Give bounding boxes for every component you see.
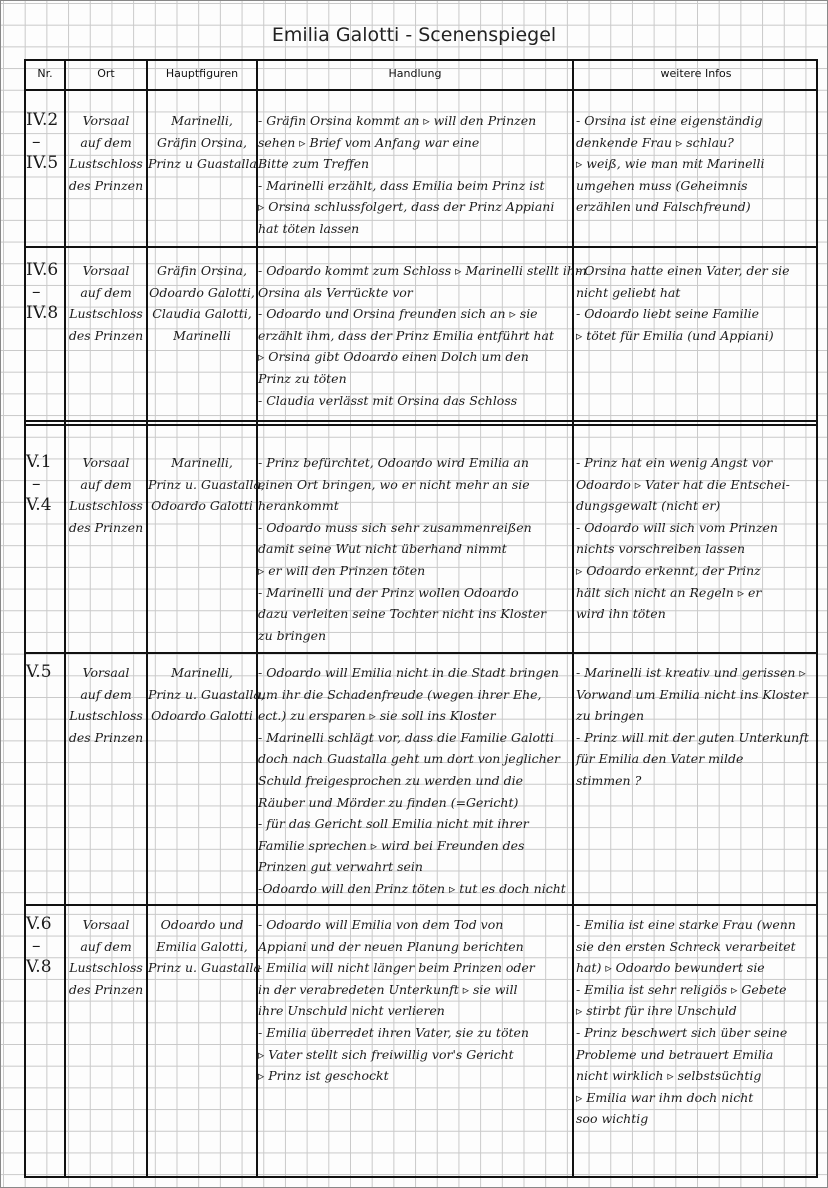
plot-line: einen Ort bringen, wo er nicht mehr an sie — [258, 476, 530, 492]
header-hauptfiguren: Hauptfiguren — [165, 67, 239, 80]
location-cell — [66, 914, 146, 1000]
info-line: Vorwand um Emilia nicht ins Kloster — [576, 686, 809, 702]
location-line: Lustschloss — [69, 708, 143, 724]
plot-cell — [258, 914, 572, 1087]
plot-line: Prinzen gut verwahrt sein — [258, 859, 423, 875]
info-line: Probleme und betrauert Emilia — [576, 1046, 774, 1062]
character-line: Gräfin Orsina, — [157, 134, 247, 150]
row-separator — [24, 904, 818, 906]
header-handlung: Handlung — [388, 67, 442, 80]
plot-line: ▹ er will den Prinzen töten — [258, 562, 426, 578]
location-cell — [66, 260, 146, 346]
table-border-right — [816, 59, 818, 1178]
info-line: für Emilia den Vater milde — [576, 751, 744, 767]
header-nr: Nr. — [37, 67, 53, 80]
location-line: des Prinzen — [68, 177, 144, 193]
character-line: Gräfin Orsina, — [157, 263, 247, 278]
row-separator — [24, 246, 818, 248]
character-line: Prinz u. Guastalla — [148, 960, 261, 976]
info-cell — [576, 452, 816, 625]
scene-end: V.8 — [26, 957, 52, 978]
plot-line: - Odoardo will Emilia nicht in die Stadt bringen — [258, 665, 559, 680]
info-line: - Emilia ist sehr religiös ▹ Gebete — [576, 981, 787, 997]
location-line: auf dem — [80, 938, 132, 954]
scene-end: V.4 — [26, 495, 52, 516]
plot-line: erzählt ihm, dass der Prinz Emilia entführt hat — [258, 327, 554, 343]
scene-start: IV.2 — [26, 110, 59, 130]
location-cell — [66, 662, 146, 748]
info-line: nichts vorschreiben lassen — [576, 541, 746, 557]
column-divider-ort — [146, 59, 148, 1178]
plot-cell — [258, 110, 572, 240]
location-line: auf dem — [80, 476, 132, 492]
character-line: Prinz u Guastalla — [148, 156, 257, 172]
character-line: Marinelli, — [171, 113, 233, 128]
character-line: Emilia Galotti, — [156, 938, 248, 954]
scene-range-dash: – — [32, 473, 41, 494]
scene-start: V.6 — [26, 914, 52, 934]
character-line: Odoardo Galotti — [151, 708, 253, 724]
scene-start: V.1 — [26, 452, 52, 472]
info-line: wird ihn töten — [576, 606, 666, 622]
info-line: sie den ersten Schreck verarbeitet — [576, 938, 796, 954]
plot-line: herankommt — [258, 498, 339, 514]
characters-cell — [148, 260, 256, 346]
info-line: - Orsina hatte einen Vater, der sie — [576, 263, 790, 278]
info-line: - Prinz beschwert sich über seine — [576, 1024, 788, 1040]
plot-line: - Emilia will nicht länger beim Prinzen oder — [258, 960, 535, 976]
location-cell — [66, 110, 146, 196]
location-line: auf dem — [80, 134, 132, 150]
info-cell — [576, 110, 816, 218]
location-line: Vorsaal — [82, 455, 130, 470]
location-line: Vorsaal — [82, 113, 130, 128]
scene-start: IV.6 — [26, 260, 59, 280]
scene-range-dash: – — [32, 935, 41, 956]
character-line: Prinz u. Guastalla, — [148, 476, 265, 492]
info-line: stimmen ? — [576, 772, 642, 788]
plot-line: Bitte zum Treffen — [258, 156, 370, 172]
character-line: Prinz u. Guastalla, — [148, 686, 265, 702]
table-border-bottom — [24, 1176, 818, 1178]
row-separator — [24, 652, 818, 654]
location-line: auf dem — [80, 686, 132, 702]
plot-line: - Marinelli erzählt, dass Emilia beim Prinz ist — [258, 177, 545, 193]
location-line: Vorsaal — [82, 917, 130, 932]
info-line: - Marinelli ist kreativ und gerissen ▹ — [576, 665, 806, 680]
location-line: des Prinzen — [68, 981, 144, 997]
plot-line: doch nach Guastalla geht um dort von jeglicher — [258, 751, 561, 767]
info-line: - Odoardo liebt seine Familie — [576, 306, 760, 322]
info-line: - Prinz will mit der guten Unterkunft — [576, 729, 809, 745]
info-cell — [576, 260, 816, 346]
info-line: umgehen muss (Geheimnis — [576, 177, 748, 193]
character-line: Marinelli, — [171, 455, 233, 470]
plot-line: - Odoardo und Orsina freunden sich an ▹ sie — [258, 306, 538, 322]
info-line: nicht geliebt hat — [576, 284, 681, 300]
plot-line: - Prinz befürchtet, Odoardo wird Emilia an — [258, 455, 529, 470]
page-title: Emilia Galotti - Scenenspiegel — [271, 24, 557, 46]
plot-line: Prinz zu töten — [258, 370, 347, 386]
location-line: Lustschloss — [69, 306, 143, 322]
header-weitere-infos: weitere Infos — [660, 67, 732, 80]
plot-line: - Gräfin Orsina kommt an ▹ will den Prinzen — [258, 113, 537, 128]
plot-line: Appiani und der neuen Planung berichten — [258, 938, 524, 954]
plot-line: ▹ Prinz ist geschockt — [258, 1068, 389, 1084]
plot-line: damit seine Wut nicht überhand nimmt — [258, 541, 507, 557]
characters-cell — [148, 110, 256, 175]
plot-line: Orsina als Verrückte vor — [258, 284, 413, 300]
info-cell — [576, 914, 816, 1130]
characters-cell — [148, 662, 265, 727]
column-divider-nr — [64, 59, 66, 1178]
scene-number — [26, 452, 64, 517]
location-cell — [66, 452, 146, 538]
plot-cell — [258, 260, 587, 411]
info-line: erzählen und Falschfreund) — [576, 199, 751, 215]
plot-line: Schuld freigesprochen zu werden und die — [258, 772, 524, 788]
info-line: nicht wirklich ▹ selbstsüchtig — [576, 1068, 762, 1084]
scene-number — [26, 260, 64, 325]
info-line: ▹ tötet für Emilia (und Appiani) — [576, 327, 774, 343]
info-line: ▹ Odoardo erkennt, der Prinz — [576, 562, 761, 578]
location-line: Vorsaal — [82, 263, 130, 278]
plot-line: um ihr die Schadenfreude (wegen ihrer Ehe, — [258, 686, 542, 702]
scene-end — [26, 705, 64, 727]
info-line: - Emilia ist eine starke Frau (wenn — [576, 917, 796, 932]
plot-line: Familie sprechen ▹ wird bei Freunden des — [258, 837, 525, 853]
characters-cell — [148, 914, 261, 979]
plot-line: ect.) zu ersparen ▹ sie soll ins Kloster — [258, 708, 496, 724]
scene-number — [26, 914, 64, 979]
plot-line: in der verabredeten Unterkunft ▹ sie will — [258, 981, 518, 997]
scene-start: V.5 — [26, 662, 52, 682]
table-border-left — [24, 59, 26, 1178]
info-line: ▹ weiß, wie man mit Marinelli — [576, 156, 765, 172]
info-line: hält sich nicht an Regeln ▹ er — [576, 584, 762, 600]
scene-range-dash: – — [32, 281, 41, 302]
header-separator — [24, 89, 818, 91]
header-ort: Ort — [97, 67, 115, 80]
plot-line: - Odoardo kommt zum Schloss ▹ Marinelli stellt ihm — [258, 263, 587, 278]
location-line: Lustschloss — [69, 960, 143, 976]
scene-number — [26, 662, 64, 727]
table-border-top — [24, 59, 818, 61]
info-line: zu bringen — [576, 708, 645, 724]
info-line: - Odoardo will sich vom Prinzen — [576, 519, 778, 535]
scene-range-dash — [26, 684, 64, 706]
plot-cell — [258, 452, 572, 646]
plot-line: hat töten lassen — [258, 220, 360, 236]
plot-line: ▹ Orsina gibt Odoardo einen Dolch um den — [258, 349, 529, 365]
scene-number — [26, 110, 64, 175]
scene-end: IV.8 — [26, 303, 59, 324]
location-line: Lustschloss — [69, 498, 143, 514]
info-line: - Orsina ist eine eigenständig — [576, 113, 763, 128]
plot-line: -Odoardo will den Prinz töten ▹ tut es doch nicht — [258, 880, 566, 896]
character-line: Marinelli, — [171, 665, 233, 680]
plot-line: ▹ Vater stellt sich freiwillig vor's Gericht — [258, 1046, 514, 1062]
character-line: Claudia Galotti, — [152, 306, 252, 322]
plot-line: Räuber und Mörder zu finden (=Gericht) — [258, 794, 519, 810]
character-line: Odoardo Galotti — [151, 498, 253, 514]
character-line: Marinelli — [173, 327, 231, 343]
plot-line: sehen ▹ Brief vom Anfang war eine — [258, 134, 480, 150]
info-line: hat) ▹ Odoardo bewundert sie — [576, 960, 765, 976]
row-separator — [24, 420, 818, 422]
plot-line: - Emilia überredet ihren Vater, sie zu töten — [258, 1024, 529, 1040]
plot-line: dazu verleiten seine Tochter nicht ins Kloster — [258, 606, 547, 622]
info-line: dungsgewalt (nicht er) — [576, 498, 721, 514]
location-line: des Prinzen — [68, 729, 144, 745]
info-line: soo wichtig — [576, 1111, 649, 1127]
plot-cell — [258, 662, 572, 900]
plot-line: ihre Unschuld nicht verlieren — [258, 1003, 445, 1019]
plot-line: - für das Gericht soll Emilia nicht mit ihrer — [258, 816, 529, 832]
row-separator-double — [24, 424, 818, 426]
character-line: Odoardo und — [160, 917, 244, 932]
location-line: des Prinzen — [68, 327, 144, 343]
plot-line: ▹ Orsina schlussfolgert, dass der Prinz Appiani — [258, 199, 555, 215]
info-line: Odoardo ▹ Vater hat die Entschei- — [576, 476, 790, 492]
location-line: Vorsaal — [82, 665, 130, 680]
info-line: ▹ Emilia war ihm doch nicht — [576, 1089, 754, 1105]
location-line: Lustschloss — [69, 156, 143, 172]
info-cell — [576, 662, 816, 792]
scene-end: IV.5 — [26, 153, 59, 174]
plot-line: - Odoardo will Emilia von dem Tod von — [258, 917, 504, 932]
plot-line: - Marinelli schlägt vor, dass die Familie Galotti — [258, 729, 555, 745]
scene-range-dash: – — [32, 131, 41, 152]
info-line: - Prinz hat ein wenig Angst vor — [576, 455, 773, 470]
plot-line: zu bringen — [258, 627, 327, 643]
character-line: Odoardo Galotti, — [149, 284, 255, 300]
plot-line: - Odoardo muss sich sehr zusammenreißen — [258, 519, 532, 535]
plot-line: - Claudia verlässt mit Orsina das Schloss — [258, 392, 518, 408]
plot-line: - Marinelli und der Prinz wollen Odoardo — [258, 584, 519, 600]
characters-cell — [148, 452, 265, 517]
info-line: ▹ stirbt für ihre Unschuld — [576, 1003, 737, 1019]
column-divider-handlung — [572, 59, 574, 1178]
info-line: denkende Frau ▹ schlau? — [576, 134, 734, 150]
location-line: des Prinzen — [68, 519, 144, 535]
location-line: auf dem — [80, 284, 132, 300]
